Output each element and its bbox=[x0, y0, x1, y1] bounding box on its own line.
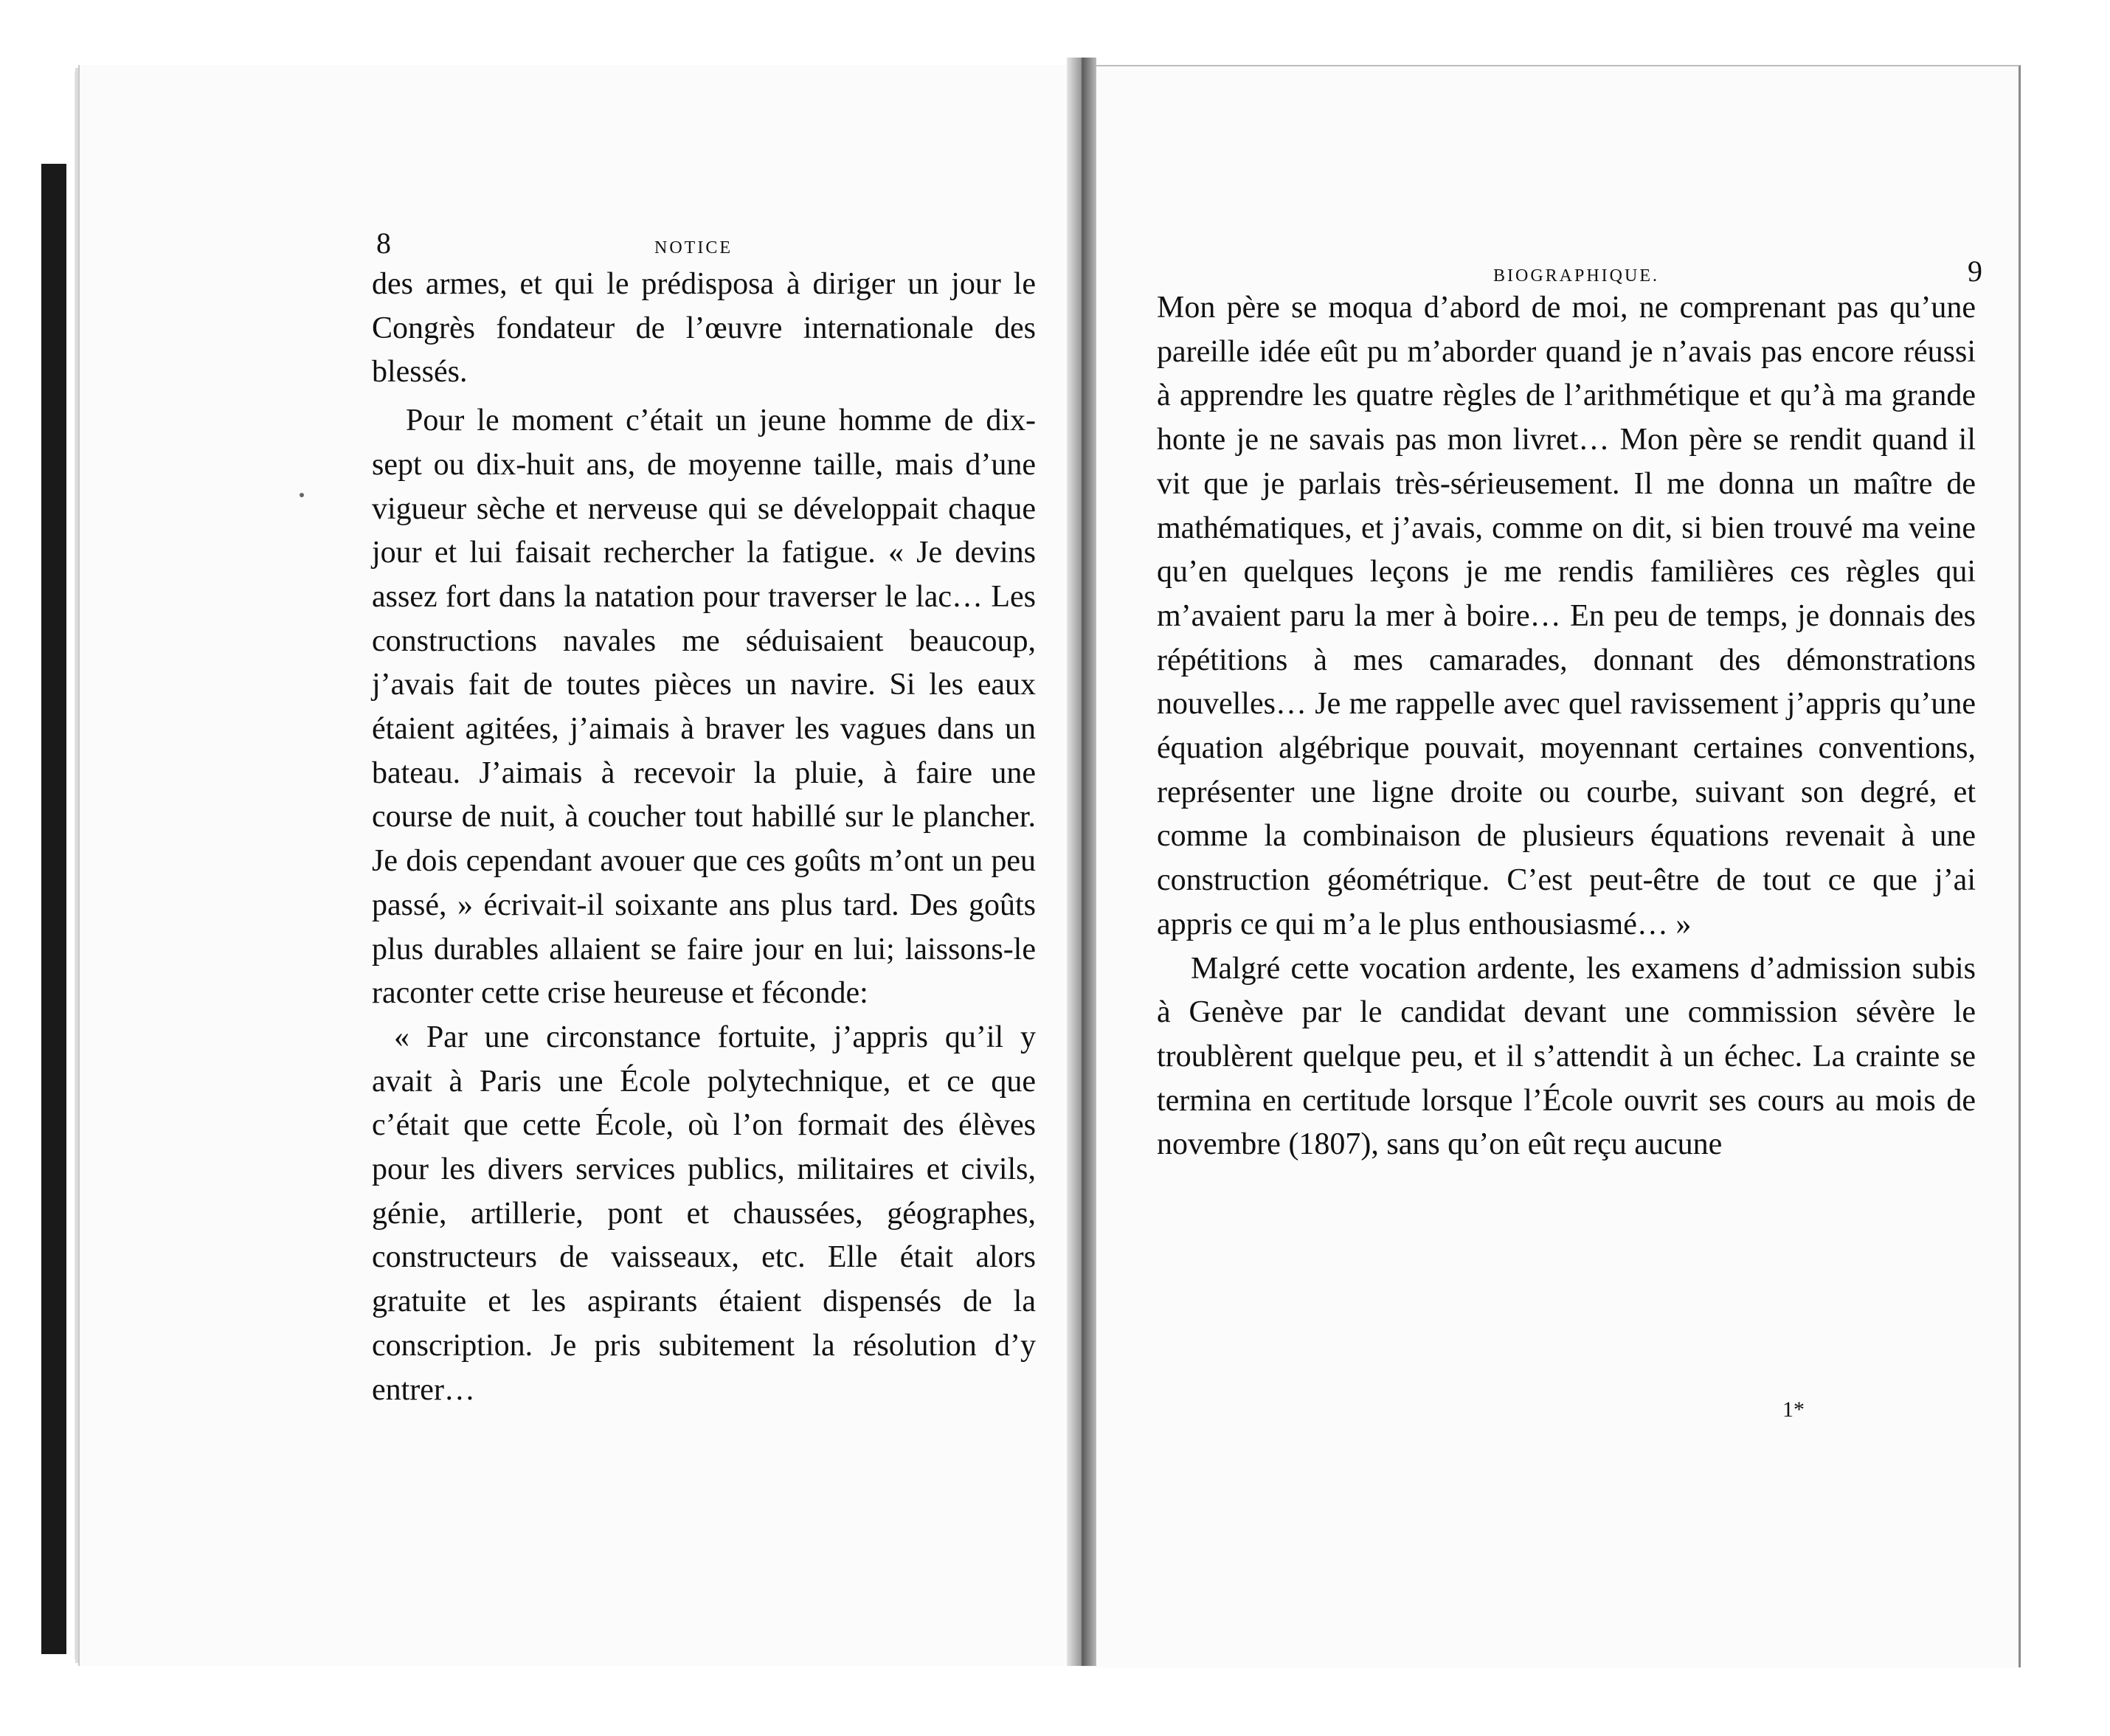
right-page bbox=[1082, 65, 2021, 1667]
paragraph: « Par une circonstance fortuite, j’appris qu’il y avait à Paris une École polytechnique, et ce que c’était que cette École, où l’on formait des élèves pour les divers services publics, militaires et civils, génie, artillerie, pont et chaussées, géographes, constructeurs de vaisseaux, etc. Elle était alors gratuite et les aspirants étaient dispensés de la conscription. Je pris subitement la résolution d’y entrer… bbox=[372, 1020, 1036, 1407]
book-gutter bbox=[1067, 58, 1096, 1666]
right-page-text bbox=[1157, 286, 1976, 1167]
right-page-header bbox=[1397, 254, 1984, 288]
paragraph: Malgré cette vocation ardente, les examens d’admission subis à Genève par le candidat devant une commission sévère le troublèrent quelque peu, et il s’attendit à un échec. La crainte se termina en certitude lorsque l’École ouvrit ses cours au mois de novembre (1807), sans qu’on eût reçu aucune bbox=[1157, 951, 1976, 1162]
paragraph: des armes, et qui le prédisposa à diriger un jour le Congrès fondateur de l’œuvre internationale des blessés. bbox=[372, 267, 1036, 390]
signature-mark: 1* bbox=[1782, 1397, 1805, 1422]
page-number: 9 bbox=[1968, 255, 1984, 288]
page-number: 8 bbox=[376, 226, 392, 260]
left-page bbox=[78, 65, 1077, 1666]
paragraph: Mon père se moqua d’abord de moi, ne comprenant pas qu’une pareille idée eût pu m’aborder quand je n’avais pas encore réussi à apprendre les quatre règles de l’arithmétique et qu’à ma grande honte je ne savais pas mon livret… Mon père se rendit quand il vit que je parlais très-sérieusement. Il me donna un maître de mathématiques, et j’avais, comme on dit, si bien trouvé ma veine qu’en quelques leçons je me rendis familières ces règles qui m’avaient paru la mer à boire… En peu de temps, je donnais des répétitions à mes camarades, donnant des démonstrations nouvelles… Je me rappelle avec quel ravissement j’appris qu’une équation algébrique pouvait, moyennant certaines conventions, représenter une ligne droite ou courbe, suivant son degré, et comme la combinaison de plusieurs équations revenait à une construction géométrique. C’est peut-être de tout ce que j’ai appris ce qui m’a le plus enthousiasmé… » bbox=[1157, 291, 1976, 941]
page-speck bbox=[300, 493, 304, 497]
left-page-header bbox=[376, 226, 789, 260]
left-page-text bbox=[372, 263, 1036, 1412]
open-book bbox=[63, 58, 2048, 1666]
running-head: BIOGRAPHIQUE. bbox=[1493, 266, 1659, 286]
running-head: NOTICE bbox=[654, 238, 733, 257]
book-spine-edge bbox=[41, 164, 66, 1654]
paragraph: Pour le moment c’était un jeune homme de dix-sept ou dix-huit ans, de moyenne taille, mais d’une vigueur sèche et nerveuse qui se développait chaque jour et lui faisait rechercher la fatigue. « Je devins assez fort dans la natation pour traverser le lac… Les constructions navales me séduisaient beaucoup, j’avais fait de toutes pièces un navire. Si les eaux étaient agitées, j’aimais à braver les vagues dans un bateau. J’aimais à recevoir la pluie, à faire une course de nuit, à coucher tout habillé sur le plancher. Je dois cependant avouer que ces goûts m’ont un peu passé, » écrivait-il soixante ans plus tard. Des goûts plus durables allaient se faire jour en lui; laissons-le raconter cette crise heureuse et féconde: bbox=[372, 404, 1036, 1011]
